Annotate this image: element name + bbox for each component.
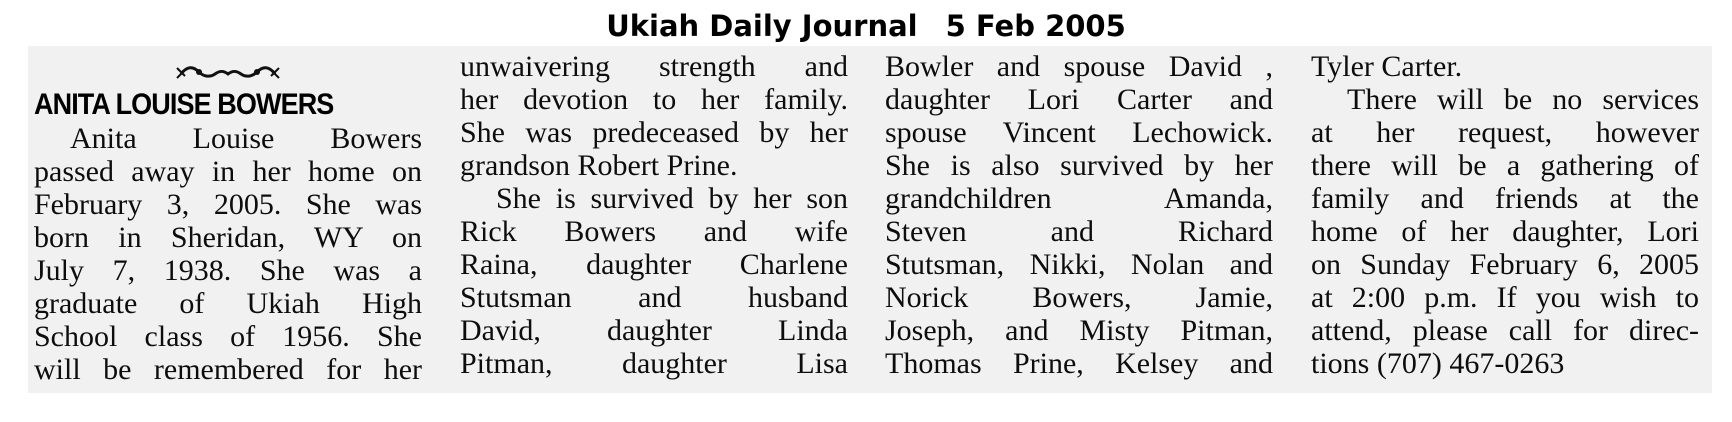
text-line: born in Sheridan, WY on <box>34 221 422 254</box>
text-line: Norick Bowers, Jamie, <box>885 281 1273 314</box>
text-line: She was predeceased by her <box>460 116 848 149</box>
text-line: attend, please call for direc- <box>1311 314 1699 347</box>
text-line: will be remembered for her <box>34 353 422 386</box>
text-line: She is survived by her son <box>496 182 848 215</box>
text-line: family and friends at the <box>1311 182 1699 215</box>
text-line: Joseph, and Misty Pitman, <box>885 314 1273 347</box>
flourish-ornament-icon <box>34 60 422 88</box>
text-line: Raina, daughter Charlene <box>460 248 848 281</box>
text-line: Stutsman, Nikki, Nolan and <box>885 248 1273 281</box>
text-line: grandchildren Amanda, <box>885 182 1273 215</box>
text-line: home of her daughter, Lori <box>1311 215 1699 248</box>
text-line: unwaivering strength and <box>460 50 848 83</box>
text-line: Rick Bowers and wife <box>460 215 848 248</box>
text-line: Thomas Prine, Kelsey and <box>885 347 1273 380</box>
text-line: She is also survived by her <box>885 149 1273 182</box>
column-4 <box>1311 50 1699 380</box>
text-line: on Sunday February 6, 2005 <box>1311 248 1699 281</box>
column-1-text <box>34 122 422 386</box>
text-line: Steven and Richard <box>885 215 1273 248</box>
text-line: David, daughter Linda <box>460 314 848 347</box>
deceased-name-heading: ANITA LOUISE BOWERS <box>34 88 334 121</box>
text-line: Stutsman and husband <box>460 281 848 314</box>
text-line: graduate of Ukiah High <box>34 287 422 320</box>
text-line: Pitman, daughter Lisa <box>460 347 848 380</box>
publication-name: Ukiah Daily Journal <box>606 9 918 43</box>
text-line: her devotion to her family. <box>460 83 848 116</box>
text-line: Tyler Carter. <box>1311 50 1463 83</box>
text-line: at 2:00 p.m. If you wish to <box>1311 281 1699 314</box>
text-line: daughter Lori Carter and <box>885 83 1273 116</box>
text-line: spouse Vincent Lechowick. <box>885 116 1273 149</box>
text-line: February 3, 2005. She was <box>34 188 422 221</box>
text-line: There will be no services <box>1347 83 1699 116</box>
text-line: at her request, however <box>1311 116 1699 149</box>
text-line: July 7, 1938. She was a <box>34 254 422 287</box>
column-1 <box>34 50 422 386</box>
text-line: grandson Robert Prine. <box>460 149 738 182</box>
text-line: there will be a gathering of <box>1311 149 1699 182</box>
clipping-header <box>0 6 1732 46</box>
text-line: Bowler and spouse David , <box>885 50 1273 83</box>
column-2 <box>460 50 848 380</box>
text-line: School class of 1956. She <box>34 320 422 353</box>
text-line: Anita Louise Bowers <box>70 122 422 155</box>
text-line: tions (707) 467-0263 <box>1311 347 1565 380</box>
text-line: passed away in her home on <box>34 155 422 188</box>
obituary-clipping <box>28 46 1712 393</box>
publication-date: 5 Feb 2005 <box>945 9 1126 43</box>
column-3 <box>885 50 1273 380</box>
